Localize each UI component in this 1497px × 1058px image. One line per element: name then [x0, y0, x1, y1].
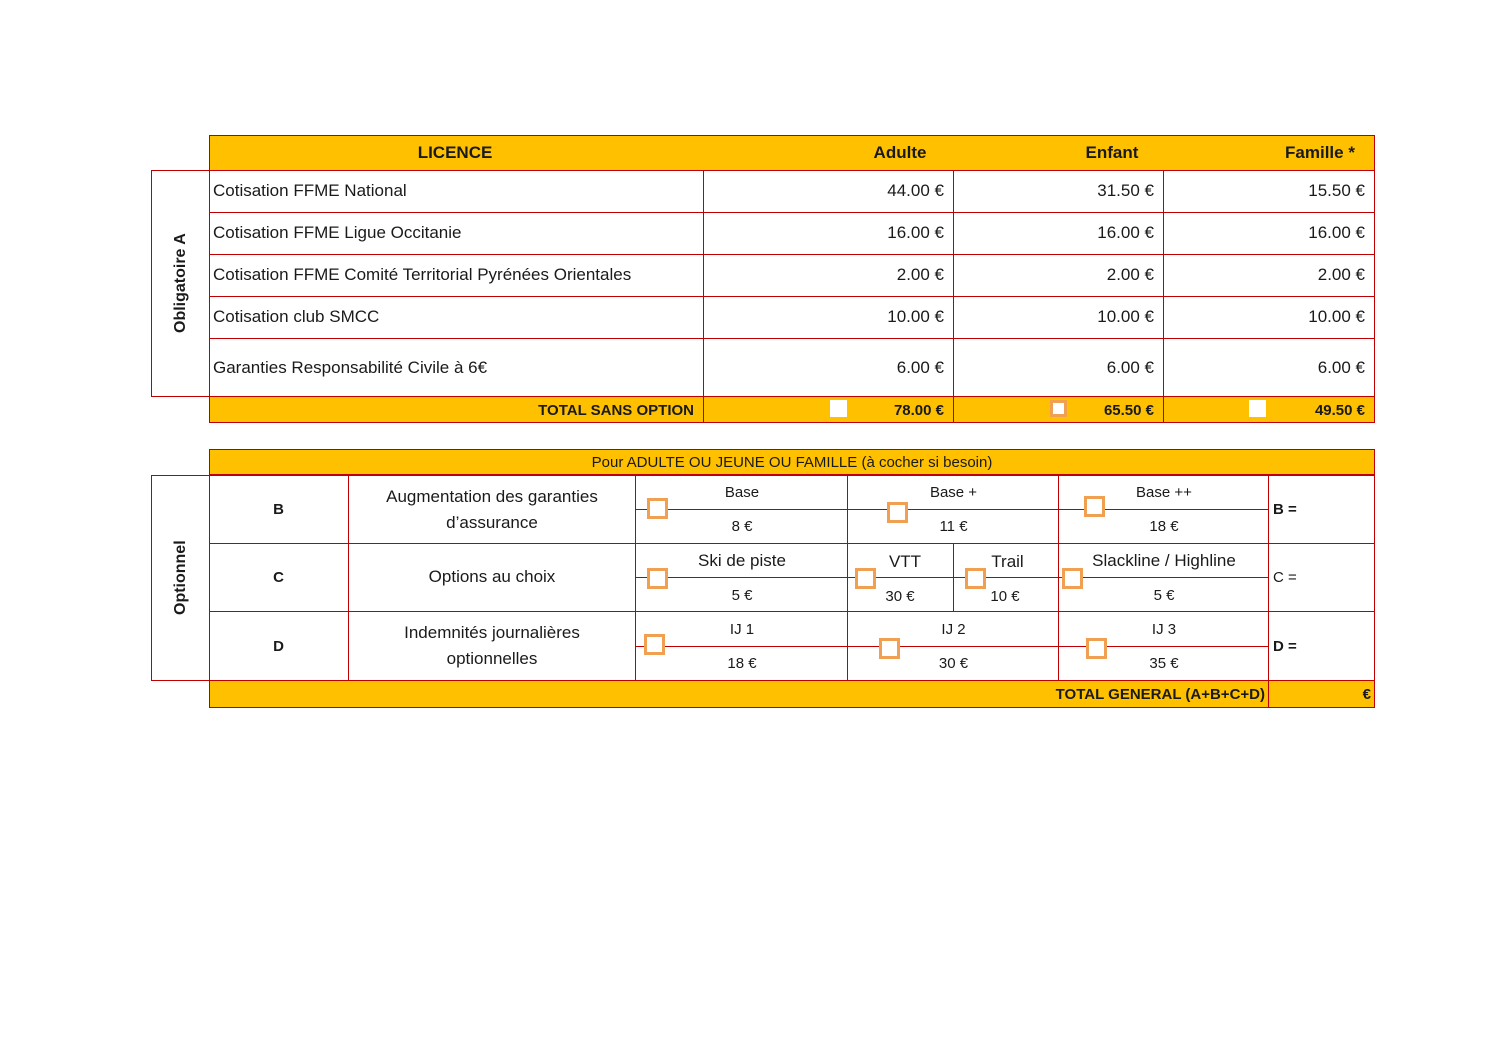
option-c-choice-name: Slackline / Highline — [1092, 551, 1236, 570]
option-c-choice-name: Ski de piste — [698, 551, 786, 570]
option-b-choice-name: Base ++ — [1136, 483, 1192, 501]
option-d-choice-price: 30 € — [938, 654, 969, 672]
option-b-choice-name: Base — [724, 483, 760, 501]
option-c-choice-name: Trail — [991, 552, 1024, 571]
family-checkbox[interactable] — [1249, 400, 1266, 417]
option-d-desc-line1: Indemnités journalières — [404, 623, 580, 642]
obligatoire-side-label: Obligatoire A — [172, 233, 189, 334]
option-d-choice-price: 35 € — [1149, 654, 1179, 672]
option-b-choice-name: Base + — [929, 483, 978, 501]
licence-row-child: 16.00 € — [1097, 223, 1154, 242]
licence-row-child: 31.50 € — [1097, 181, 1154, 200]
option-d-result: D = — [1273, 637, 1297, 655]
licence-total-label: TOTAL SANS OPTION — [538, 401, 694, 419]
option-d-code: D — [273, 637, 284, 655]
licence-row-label: Cotisation FFME National — [213, 181, 407, 200]
option-c-vtt-checkbox[interactable] — [855, 568, 876, 589]
licence-row-label: Garanties Responsabilité Civile à 6€ — [213, 357, 488, 377]
option-c-choice-name: VTT — [888, 552, 922, 571]
option-b-choice-price: 11 € — [939, 517, 968, 535]
option-d-ij3-checkbox[interactable] — [1086, 638, 1107, 659]
licence-row-child: 6.00 € — [1106, 357, 1154, 377]
option-b-desc-line1: Augmentation des garanties — [386, 487, 598, 506]
option-c-slackline-checkbox[interactable] — [1062, 568, 1083, 589]
licence-row-adult: 44.00 € — [887, 181, 944, 200]
option-b-base-checkbox[interactable] — [647, 498, 668, 519]
option-b-base-plus-checkbox[interactable] — [887, 502, 908, 523]
licence-header-child: Enfant — [1085, 142, 1139, 162]
option-c-trail-checkbox[interactable] — [965, 568, 986, 589]
licence-header-family: Famille * — [1285, 142, 1355, 162]
optionnel-side-label: Optionnel — [172, 540, 189, 616]
option-d-ij2-checkbox[interactable] — [879, 638, 900, 659]
licence-total-adult: 78.00 € — [893, 401, 944, 419]
licence-header-adult: Adulte — [873, 142, 927, 162]
option-c-choice-price: 5 € — [731, 586, 753, 604]
options-total-value: € — [1362, 686, 1371, 703]
licence-row-family: 2.00 € — [1317, 265, 1365, 284]
option-d-choice-name: IJ 3 — [1151, 620, 1177, 638]
licence-row-label: Cotisation FFME Comité Territorial Pyrénées Orientales — [213, 265, 632, 284]
licence-row-adult: 10.00 € — [887, 307, 944, 326]
adult-checkbox[interactable] — [830, 400, 847, 417]
option-b-base-plusplus-checkbox[interactable] — [1084, 496, 1105, 517]
option-c-choice-price: 30 € — [885, 587, 915, 605]
licence-row-family: 6.00 € — [1317, 357, 1365, 377]
licence-row-label: Cotisation club SMCC — [213, 307, 380, 326]
licence-row-family: 16.00 € — [1308, 223, 1365, 242]
option-d-desc — [350, 620, 634, 672]
licence-row-family: 10.00 € — [1308, 307, 1365, 326]
option-d-ij1-checkbox[interactable] — [644, 634, 665, 655]
option-b-desc-line2: d’assurance — [446, 513, 538, 532]
option-d-choice-price: 18 € — [727, 654, 757, 672]
option-c-result: C = — [1273, 568, 1297, 586]
option-d-choice-name: IJ 2 — [941, 620, 966, 638]
licence-header-title: LICENCE — [417, 142, 493, 162]
option-b-desc — [350, 484, 634, 536]
licence-row-family: 15.50 € — [1308, 181, 1365, 200]
options-header-title: Pour ADULTE OU JEUNE OU FAMILLE (à cocher si besoin) — [591, 453, 993, 471]
licence-row-label: Cotisation FFME Ligue Occitanie — [213, 223, 462, 242]
option-c-code: C — [273, 568, 284, 586]
option-d-desc-line2: optionnelles — [446, 649, 538, 668]
licence-row-adult: 6.00 € — [896, 357, 944, 377]
licence-total-child: 65.50 € — [1103, 401, 1154, 419]
option-b-choice-price: 8 € — [731, 517, 753, 535]
licence-total-family: 49.50 € — [1314, 401, 1365, 419]
option-c-choice-price: 5 € — [1153, 586, 1175, 604]
option-b-result: B = — [1273, 500, 1297, 518]
option-d-choice-name: IJ 1 — [729, 620, 755, 638]
option-c-desc: Options au choix — [428, 567, 556, 586]
child-checkbox[interactable] — [1050, 400, 1067, 417]
option-c-choice-price: 10 € — [990, 587, 1020, 605]
licence-row-child: 2.00 € — [1106, 265, 1154, 284]
licence-row-child: 10.00 € — [1097, 307, 1154, 326]
licence-row-adult: 2.00 € — [896, 265, 944, 284]
licence-row-adult: 16.00 € — [887, 223, 944, 242]
option-b-choice-price: 18 € — [1149, 517, 1179, 535]
options-total-label: TOTAL GENERAL (A+B+C+D) — [1055, 686, 1265, 703]
option-b-code: B — [273, 500, 284, 518]
option-c-ski-checkbox[interactable] — [647, 568, 668, 589]
